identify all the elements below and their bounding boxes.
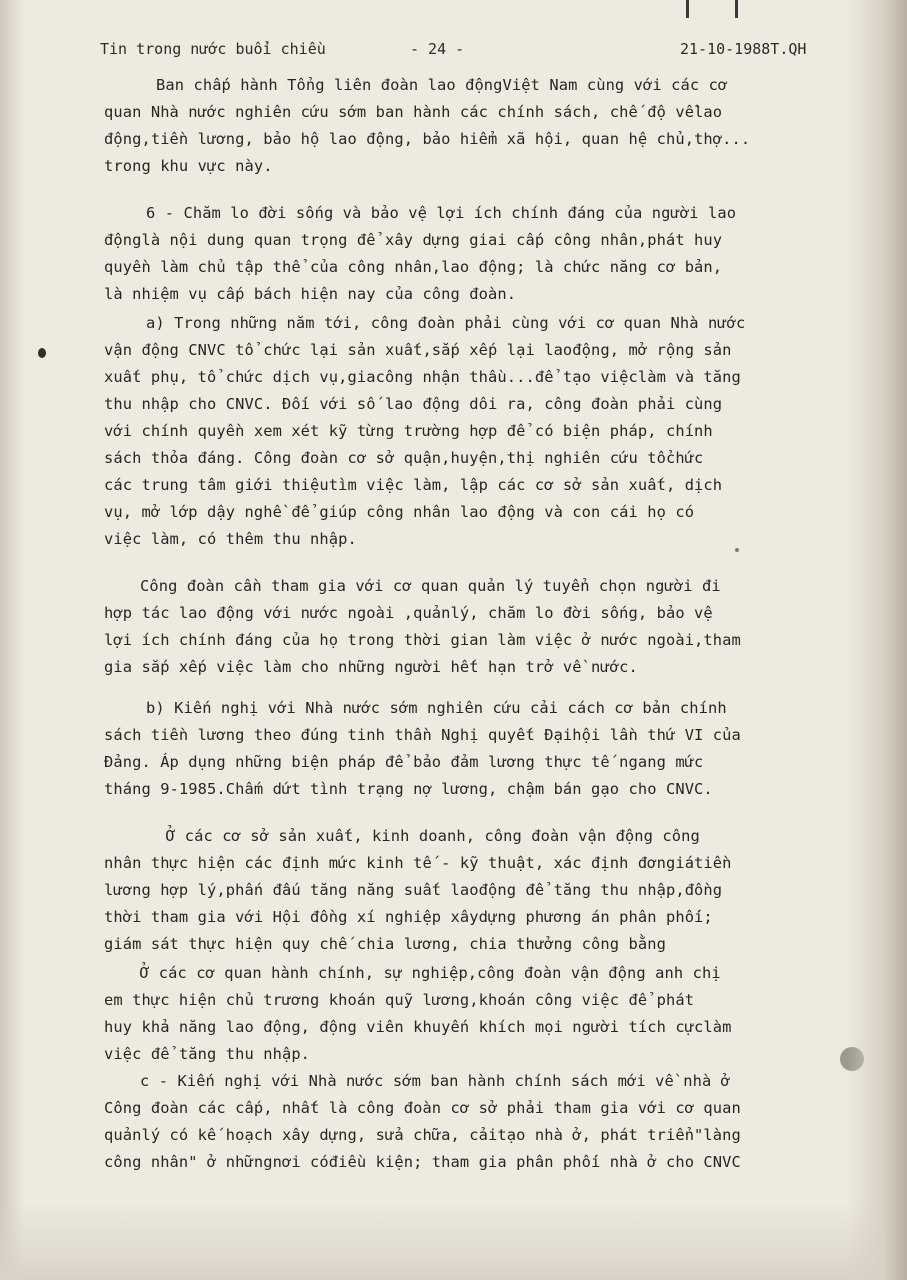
text-line: Công đoàn các cấp, nhất là công đoàn cơ sở phải tham gia với cơ quan <box>104 1099 741 1117</box>
text-line: sách tiền lương theo đúng tinh thần Nghị quyết Đạihội lần thứ VI của <box>104 726 741 744</box>
text-line: việc làm, có thêm thu nhập. <box>104 530 357 548</box>
text-line: độnglà nội dung quan trọng để xây dựng giai cấp công nhân,phát huy <box>104 231 723 249</box>
paragraph <box>104 573 856 681</box>
text-line: thu nhập cho CNVC. Đối với số lao động dôi ra, công đoàn phải cùng <box>104 395 723 413</box>
text-line: Công đoàn cần tham gia với cơ quan quản lý tuyển chọn người đi <box>140 577 721 595</box>
text-line: động,tiền lương, bảo hộ lao động, bảo hiểm xã hội, quan hệ chủ,thợ... <box>104 130 751 148</box>
text-line: giám sát thực hiện quy chế chia lương, chia thưởng công bằng <box>104 935 666 953</box>
text-line: trong khu vực này. <box>104 157 273 175</box>
text-line: tháng 9-1985.Chấm dứt tình trạng nợ lương, chậm bán gạo cho CNVC. <box>104 780 713 798</box>
ink-blot <box>38 348 46 358</box>
paragraph <box>104 695 856 803</box>
text-line: vụ, mở lớp dậy nghề để giúp công nhân lao động và con cái họ có <box>104 503 695 521</box>
text-line: Ở các cơ sở sản xuất, kinh doanh, công đoàn vận động công <box>166 827 700 845</box>
paragraph <box>104 823 856 958</box>
header-date: 21-10-1988T.QH <box>680 40 807 58</box>
page-edge-mark <box>686 0 689 18</box>
text-line: hợp tác lao động với nước ngoài ,quảnlý, chăm lo đời sống, bảo vệ <box>104 604 713 622</box>
text-line: là nhiệm vụ cấp bách hiện nay của công đoàn. <box>104 285 517 303</box>
text-line: với chính quyền xem xét kỹ từng trường hợp để có biện pháp, chính <box>104 422 713 440</box>
text-line: công nhân" ở nhữngnơi cóđiều kiện; tham gia phân phối nhà ở cho CNVC <box>104 1153 741 1171</box>
text-line: b) Kiến nghị với Nhà nước sớm nghiên cứu cải cách cơ bản chính <box>146 699 727 717</box>
text-line: c - Kiến nghị với Nhà nước sớm ban hành chính sách mới về nhà ở <box>140 1072 731 1090</box>
text-line: việc để tăng thu nhập. <box>104 1045 311 1063</box>
paragraph <box>104 960 856 1068</box>
text-line: gia sắp xếp việc làm cho những người hết hạn trở về nước. <box>104 658 638 676</box>
text-line: quan Nhà nước nghiên cứu sớm ban hành các chính sách, chế độ vềlao <box>104 103 723 121</box>
ink-blot <box>840 1047 864 1071</box>
text-line: a) Trong những năm tới, công đoàn phải cùng với cơ quan Nhà nước <box>146 314 746 332</box>
page-header <box>100 40 850 62</box>
paragraph <box>104 99 856 180</box>
text-line: Ở các cơ quan hành chính, sự nghiệp,công đoàn vận động anh chị <box>140 964 721 982</box>
text-line: lương hợp lý,phấn đấu tăng năng suất laođộng để tăng thu nhập,đồng <box>104 881 723 899</box>
document-body <box>104 72 856 1176</box>
text-line: vận động CNVC tổ chức lại sản xuất,sắp xếp lại laođộng, mở rộng sản <box>104 341 732 359</box>
text-line: thời tham gia với Hội đồng xí nghiệp xâydựng phương án phân phối; <box>104 908 713 926</box>
paragraph <box>104 1068 856 1176</box>
text-line: em thực hiện chủ trương khoán quỹ lương,khoán công việc để phát <box>104 991 695 1009</box>
page-number: - 24 - <box>410 40 465 58</box>
text-line: Đảng. Áp dụng những biện pháp để bảo đảm lương thực tế ngang mức <box>104 753 704 771</box>
text-line: các trung tâm giới thiệutìm việc làm, lập các cơ sở sản xuất, dịch <box>104 476 723 494</box>
ink-blot <box>735 548 739 552</box>
text-line: nhân thực hiện các định mức kinh tế - kỹ thuật, xác định đơngiátiền <box>104 854 732 872</box>
page-shadow <box>0 1200 907 1280</box>
text-line: huy khả năng lao động, động viên khuyến khích mọi người tích cựclàm <box>104 1018 732 1036</box>
text-line: Ban chấp hành Tổng liên đoàn lao độngViệt Nam cùng với các cơ <box>156 76 728 94</box>
text-line: quyền làm chủ tập thể của công nhân,lao động; là chức năng cơ bản, <box>104 258 723 276</box>
paragraph <box>104 72 856 99</box>
page-edge-mark <box>735 0 738 18</box>
text-line: xuất phụ, tổ chức dịch vụ,giacông nhận thầu...để tạo việclàm và tăng <box>104 368 741 386</box>
text-line: 6 - Chăm lo đời sống và bảo vệ lợi ích chính đáng của người lao <box>146 204 737 222</box>
paragraph <box>104 200 856 308</box>
text-line: sách thỏa đáng. Công đoàn cơ sở quận,huyện,thị nghiên cứu tổchức <box>104 449 704 467</box>
paragraph <box>104 310 856 553</box>
header-source: Tin trong nước buổi chiều <box>100 40 326 58</box>
text-line: lợi ích chính đáng của họ trong thời gian làm việc ở nước ngoài,tham <box>104 631 741 649</box>
text-line: quảnlý có kế hoạch xây dựng, sửa chữa, cảitạo nhà ở, phát triển"làng <box>104 1126 741 1144</box>
